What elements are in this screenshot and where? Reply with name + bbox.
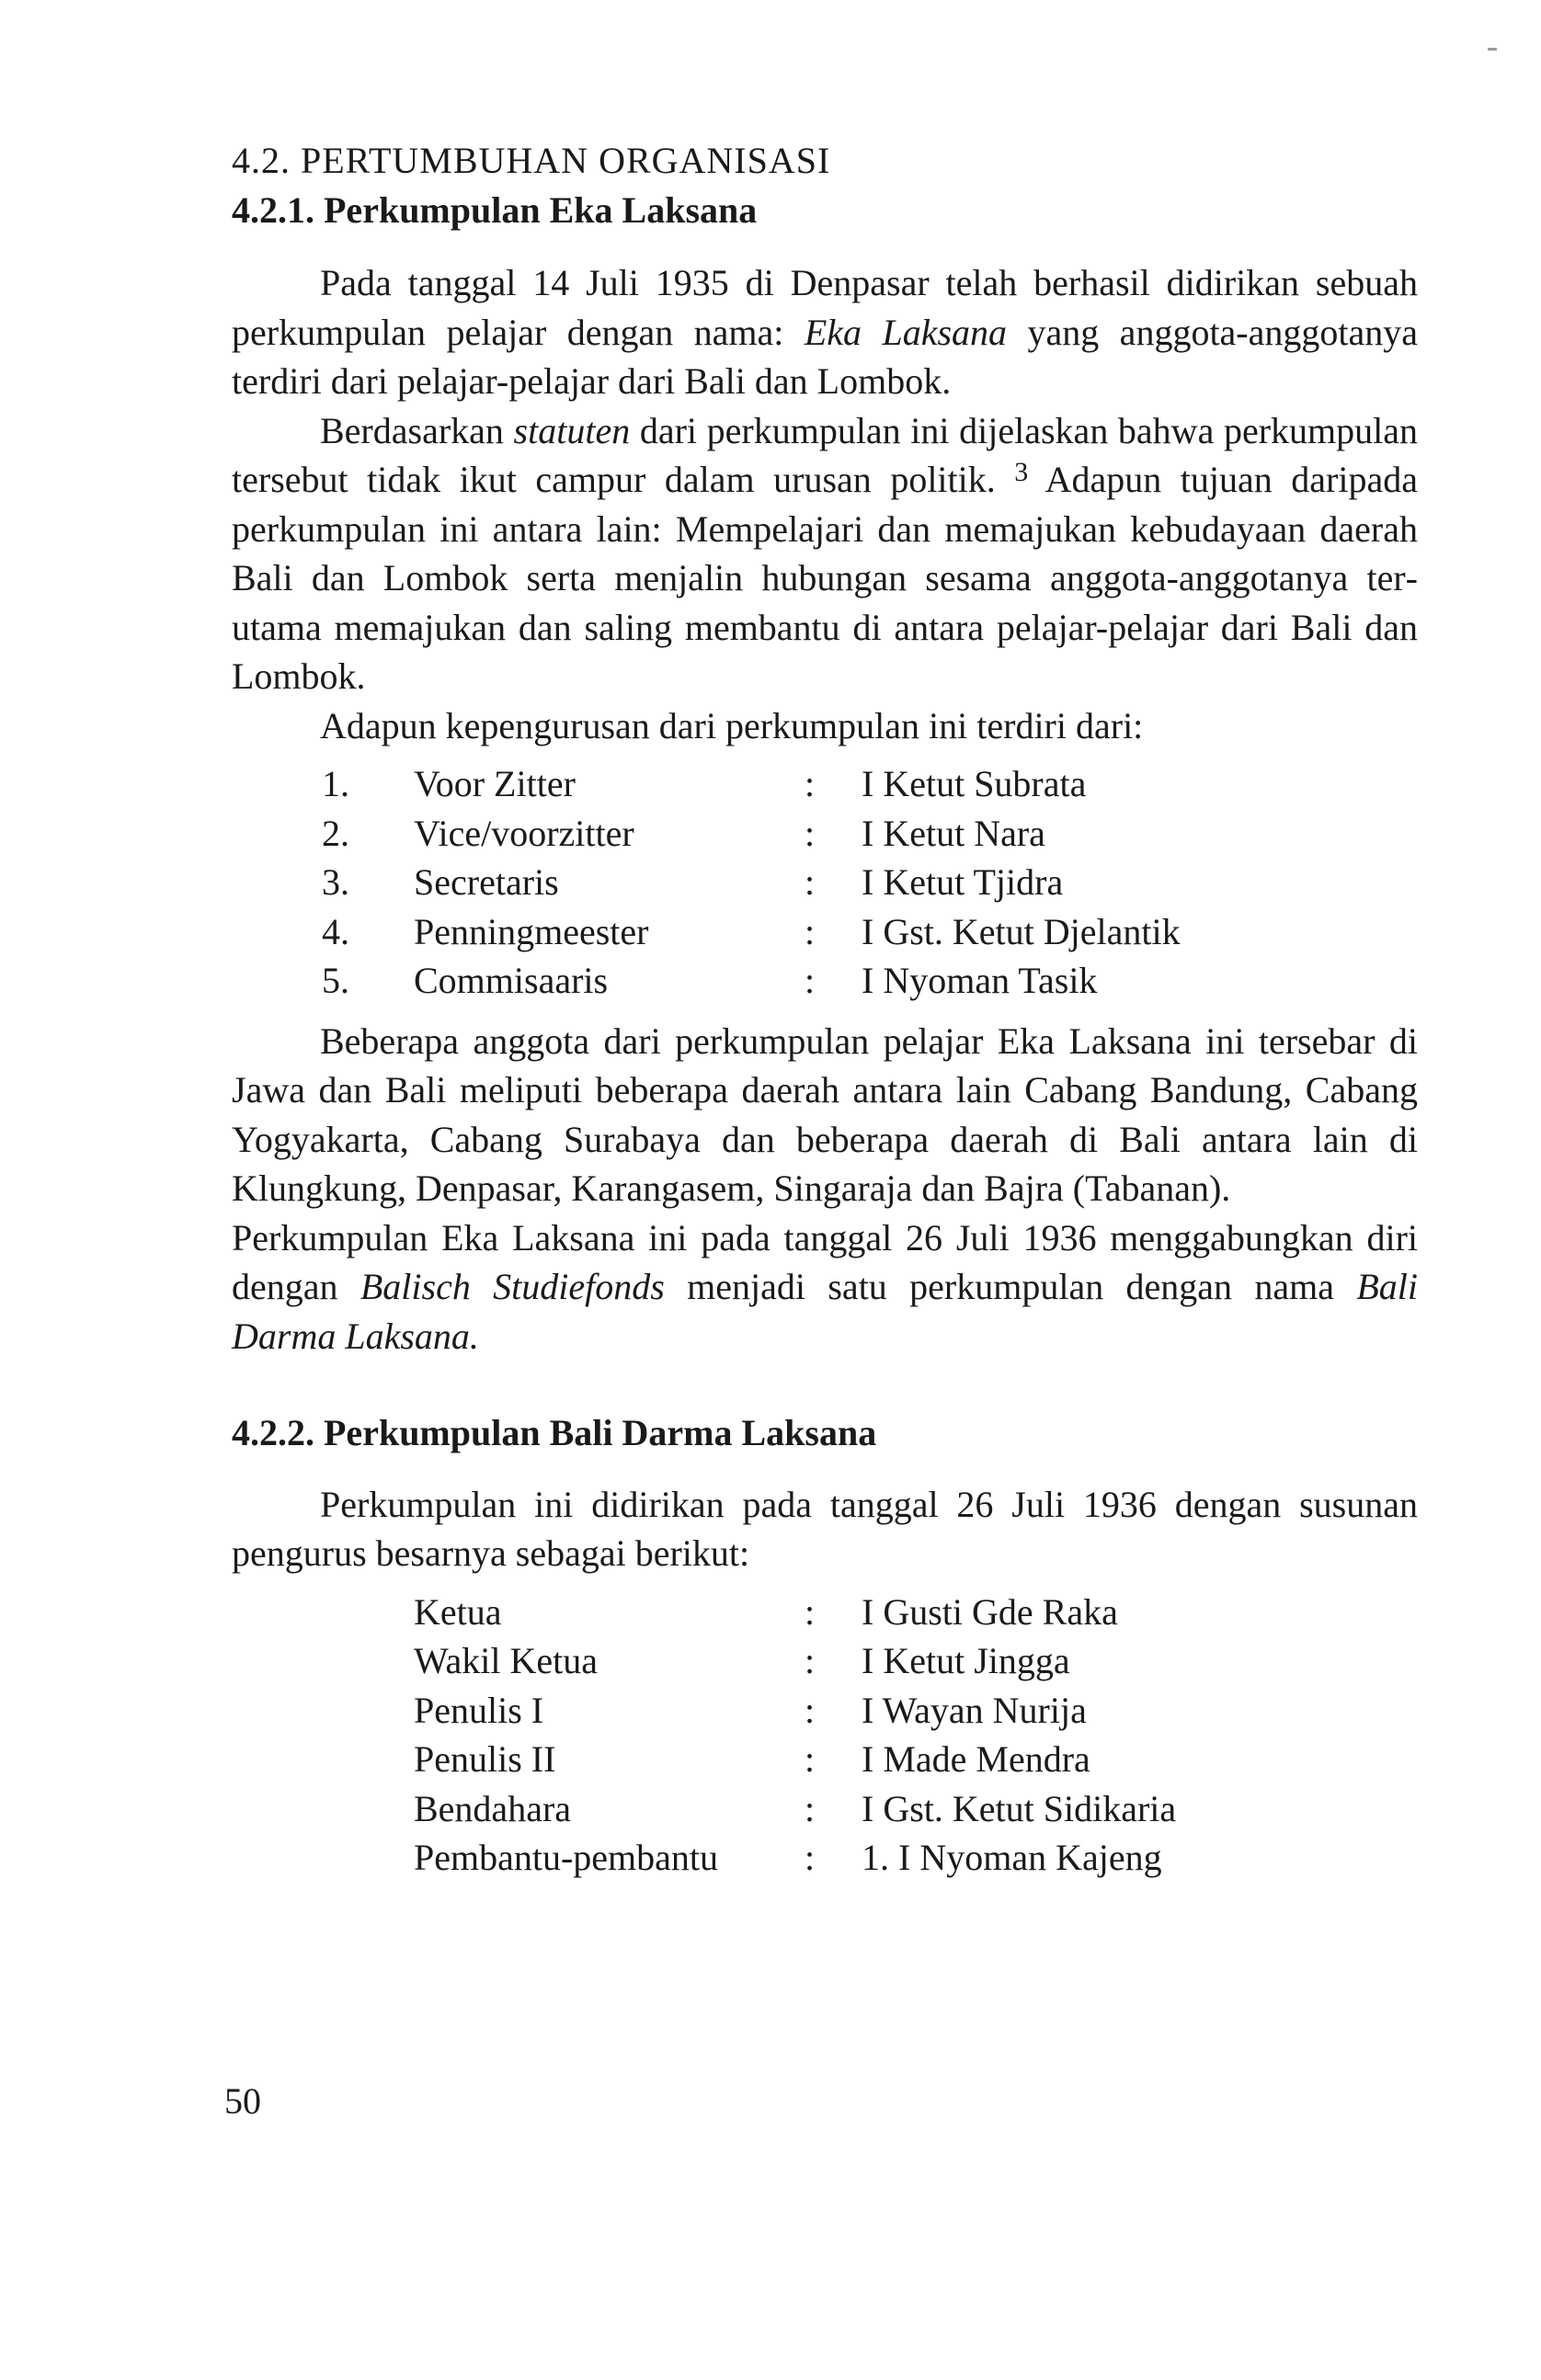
paragraph-branches: Beberapa anggota dari perkumpulan pelajar Eka Laksana ini tersebar di Jawa dan Bali meliputi beberapa daerah antara lain Cabang Bandung, Cabang Yogyakarta, Cabang Surabaya dan beberapa daerah di Bali antara lain di Klungkung, Denpasar, Karangasem, Singaraja dan Bajra (Tabanan).: [232, 1019, 1418, 1209]
section-heading-4-2-1: 4.2.1. Perkumpulan Eka Laksana: [232, 188, 758, 231]
table-row: 2. Vice/voorzitter : I Ketut Nara: [322, 812, 1045, 854]
paragraph-statute: Berdasarkan statuten dari perkumpulan ini dijelaskan bahwa perkumpulan tersebut tidak ikut campur dalam urusan politik. $^3$ Adapun tujuan daripada perkumpulan ini antara lain: Mempelajari dan memajukan kebudayaan daerah Bali dan Lombok serta menjalin hubungan sesama anggota-anggotanya terutama memajukan dan saling membantu di antara pelajar-pelajar dari Bali dan Lombok.: [232, 409, 1418, 697]
table-row: Penulis I : I Wayan Nurija: [414, 1689, 1087, 1731]
scan-mark: [1488, 48, 1497, 51]
paragraph-board-intro: Adapun kepengurusan dari perkumpulan ini terdiri dari:: [320, 704, 1144, 746]
italic-term: Eka Laksana: [804, 311, 1008, 353]
italic-term: Bali Darma Laksana.: [232, 1266, 1419, 1357]
table-row: 4. Penningmeester : I Gst. Ketut Djelantik: [322, 910, 1181, 952]
table-row: Wakil Ketua : I Ketut Jingga: [414, 1640, 1070, 1681]
page-number: 50: [224, 2080, 261, 2122]
italic-term: Balisch Studiefonds: [360, 1266, 665, 1307]
table-row: Penulis II : I Made Mendra: [414, 1738, 1090, 1780]
table-row: Bendahara : I Gst. Ketut Sidikaria: [414, 1787, 1177, 1829]
table-row: 3. Secretaris : I Ketut Tjidra: [322, 861, 1064, 903]
table-row: Pembantu-pembantu : 1. I Nyoman Kajeng: [414, 1837, 1162, 1878]
table-row: 5. Commisaaris : I Nyoman Tasik: [322, 960, 1098, 1001]
officers-table-eka-laksana: [232, 759, 1181, 1006]
italic-term: statuten: [513, 409, 631, 451]
paragraph-bdl-founding: Perkumpulan ini didirikan pada tanggal 26 Juli 1936 dengan susunan pengurus besarnya sebagai berikut:: [232, 1483, 1418, 1574]
section-heading-4-2-2: 4.2.2. Perkumpulan Bali Darma Laksana: [232, 1412, 877, 1453]
table-row: Ketua : I Gusti Gde Raka: [414, 1590, 1118, 1633]
chapter-heading: 4.2. PERTUMBUHAN ORGANISASI: [232, 140, 831, 181]
table-row: 1. Voor Zitter : I Ketut Subrata: [322, 763, 1087, 804]
page-content: [232, 136, 1418, 1894]
officers-table-bali-darma-laksana: [232, 1588, 1176, 1883]
paragraph-merger: Perkumpulan Eka Laksana ini pada tanggal 26 Juli 1936 menggabungkan diri dengan Balisch Studiefonds menjadi satu perkumpulan dengan nama Bali Darma Laksana.: [232, 1216, 1419, 1357]
paragraph-founding: Pada tanggal 14 Juli 1935 di Denpasar telah berhasil didirikan sebuah perkumpulan pelajar dengan nama: Eka Laksana yang anggota-anggotanya terdiri dari pelajar-pelajar dari Bali dan Lombok.: [232, 262, 1419, 402]
footnote-ref: 3: [1014, 457, 1029, 487]
